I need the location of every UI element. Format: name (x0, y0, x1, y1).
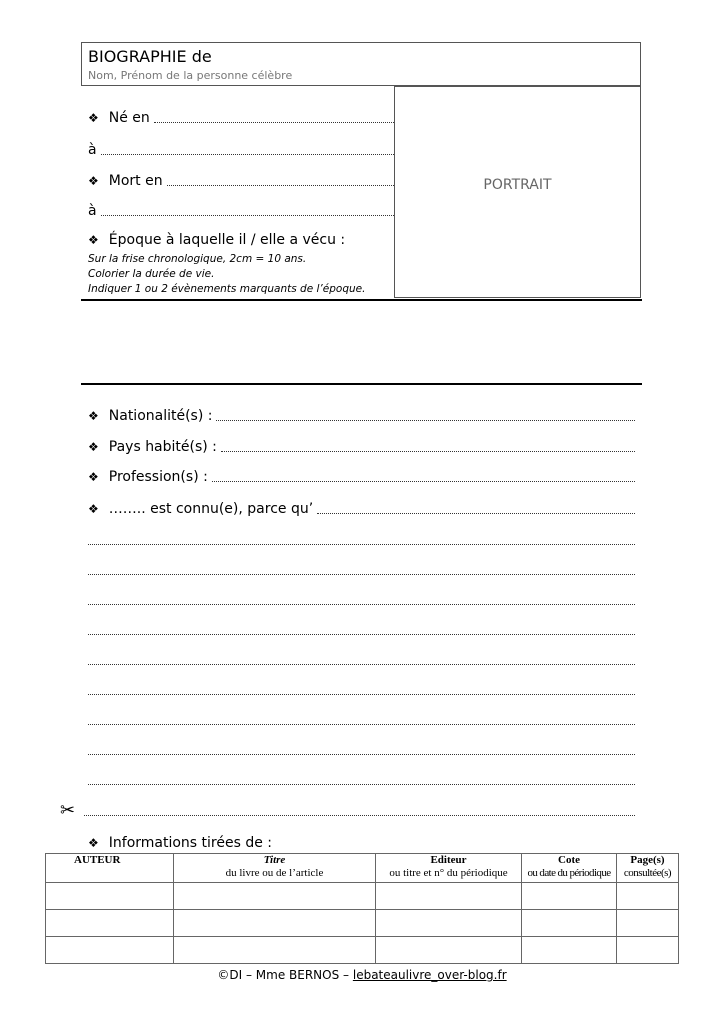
writing-line[interactable] (88, 604, 635, 605)
birth-place-line[interactable] (101, 154, 394, 155)
column-title: Titre (263, 854, 286, 866)
portrait-label: PORTRAIT (483, 177, 552, 193)
birth-year-row (88, 110, 394, 126)
birth-year-line[interactable] (154, 122, 394, 123)
column-subtitle: ou date du périodique (527, 867, 611, 879)
countries-label: Pays habité(s) : (108, 439, 217, 455)
footer-link[interactable]: lebateaulivre_over-blog.fr (352, 968, 507, 982)
bullet-icon: ❖ (88, 470, 99, 484)
column-title: Editeur (430, 854, 467, 866)
known-for-label: …….. est connu(e), parce qu’ (108, 501, 314, 517)
table-cell[interactable] (522, 937, 617, 964)
death-place-row (88, 203, 394, 219)
column-subtitle: consultée(s) (623, 867, 672, 879)
table-cell[interactable] (522, 883, 617, 910)
table-cell[interactable] (46, 937, 174, 964)
table-cell[interactable] (376, 883, 522, 910)
writing-line[interactable] (88, 784, 635, 785)
column-subtitle: du livre ou de l’article (225, 867, 324, 879)
column-title: AUTEUR (74, 854, 121, 866)
known-for-row (88, 501, 635, 517)
scissors-icon: ✂ (60, 800, 76, 821)
birth-label: Né en (108, 110, 150, 126)
death-place-label: à (88, 203, 97, 219)
cut-line (84, 815, 635, 816)
table-row (46, 910, 679, 937)
column-header-pages (617, 854, 679, 883)
death-place-line[interactable] (101, 215, 394, 216)
death-year-row (88, 173, 394, 189)
writing-line[interactable] (88, 544, 635, 545)
table-cell[interactable] (174, 883, 376, 910)
epoch-note: Colorier la durée de vie. (88, 268, 215, 280)
title-subtitle: Nom, Prénom de la personne célèbre (88, 69, 293, 82)
page-title: BIOGRAPHIE de (88, 47, 212, 66)
column-header-cote (522, 854, 617, 883)
portrait-box (394, 86, 641, 298)
countries-line[interactable] (221, 451, 635, 452)
known-for-line[interactable] (317, 513, 635, 514)
birth-place-row (88, 142, 394, 158)
writing-line[interactable] (88, 694, 635, 695)
table-cell[interactable] (617, 883, 679, 910)
profession-line[interactable] (212, 481, 635, 482)
death-year-line[interactable] (167, 185, 394, 186)
sources-label: Informations tirées de : (108, 835, 273, 851)
table-header-row (46, 854, 679, 883)
sources-row (88, 835, 272, 851)
bullet-icon: ❖ (88, 174, 99, 188)
profession-row (88, 469, 635, 485)
writing-line[interactable] (88, 754, 635, 755)
column-subtitle: ou titre et n° du périodique (389, 867, 508, 879)
writing-line[interactable] (88, 664, 635, 665)
death-label: Mort en (108, 173, 163, 189)
bullet-icon: ❖ (88, 111, 99, 125)
column-header-publisher (376, 854, 522, 883)
bullet-icon: ❖ (88, 836, 99, 850)
timeline-bottom-line (81, 383, 642, 385)
writing-line[interactable] (88, 574, 635, 575)
profession-label: Profession(s) : (108, 469, 208, 485)
epoch-note: Indiquer 1 ou 2 évènements marquants de l’époque. (88, 283, 366, 295)
nationality-line[interactable] (216, 420, 635, 421)
table-row (46, 937, 679, 964)
table-cell[interactable] (174, 937, 376, 964)
column-header-title (174, 854, 376, 883)
sources-table (45, 853, 679, 964)
column-title: Page(s) (630, 854, 665, 866)
bullet-icon: ❖ (88, 502, 99, 516)
column-title: Cote (558, 854, 580, 866)
writing-line[interactable] (88, 634, 635, 635)
footer-credit: ©DI – Mme BERNOS – (217, 968, 350, 982)
table-row (46, 883, 679, 910)
table-cell[interactable] (617, 937, 679, 964)
nationality-label: Nationalité(s) : (108, 408, 213, 424)
title-box (81, 42, 641, 86)
table-cell[interactable] (522, 910, 617, 937)
bullet-icon: ❖ (88, 440, 99, 454)
table-cell[interactable] (617, 910, 679, 937)
column-header-author (46, 854, 174, 883)
table-cell[interactable] (376, 910, 522, 937)
epoch-label: Époque à laquelle il / elle a vécu : (108, 232, 346, 248)
bullet-icon: ❖ (88, 409, 99, 423)
epoch-row (88, 232, 345, 248)
writing-line[interactable] (88, 724, 635, 725)
footer (0, 968, 724, 982)
countries-row (88, 439, 635, 455)
nationality-row (88, 408, 635, 424)
table-cell[interactable] (376, 937, 522, 964)
birth-place-label: à (88, 142, 97, 158)
epoch-note: Sur la frise chronologique, 2cm = 10 ans. (88, 253, 307, 265)
bullet-icon: ❖ (88, 233, 99, 247)
table-cell[interactable] (46, 883, 174, 910)
epoch-notes (88, 252, 365, 297)
table-cell[interactable] (174, 910, 376, 937)
timeline-top-line (81, 299, 642, 301)
table-cell[interactable] (46, 910, 174, 937)
